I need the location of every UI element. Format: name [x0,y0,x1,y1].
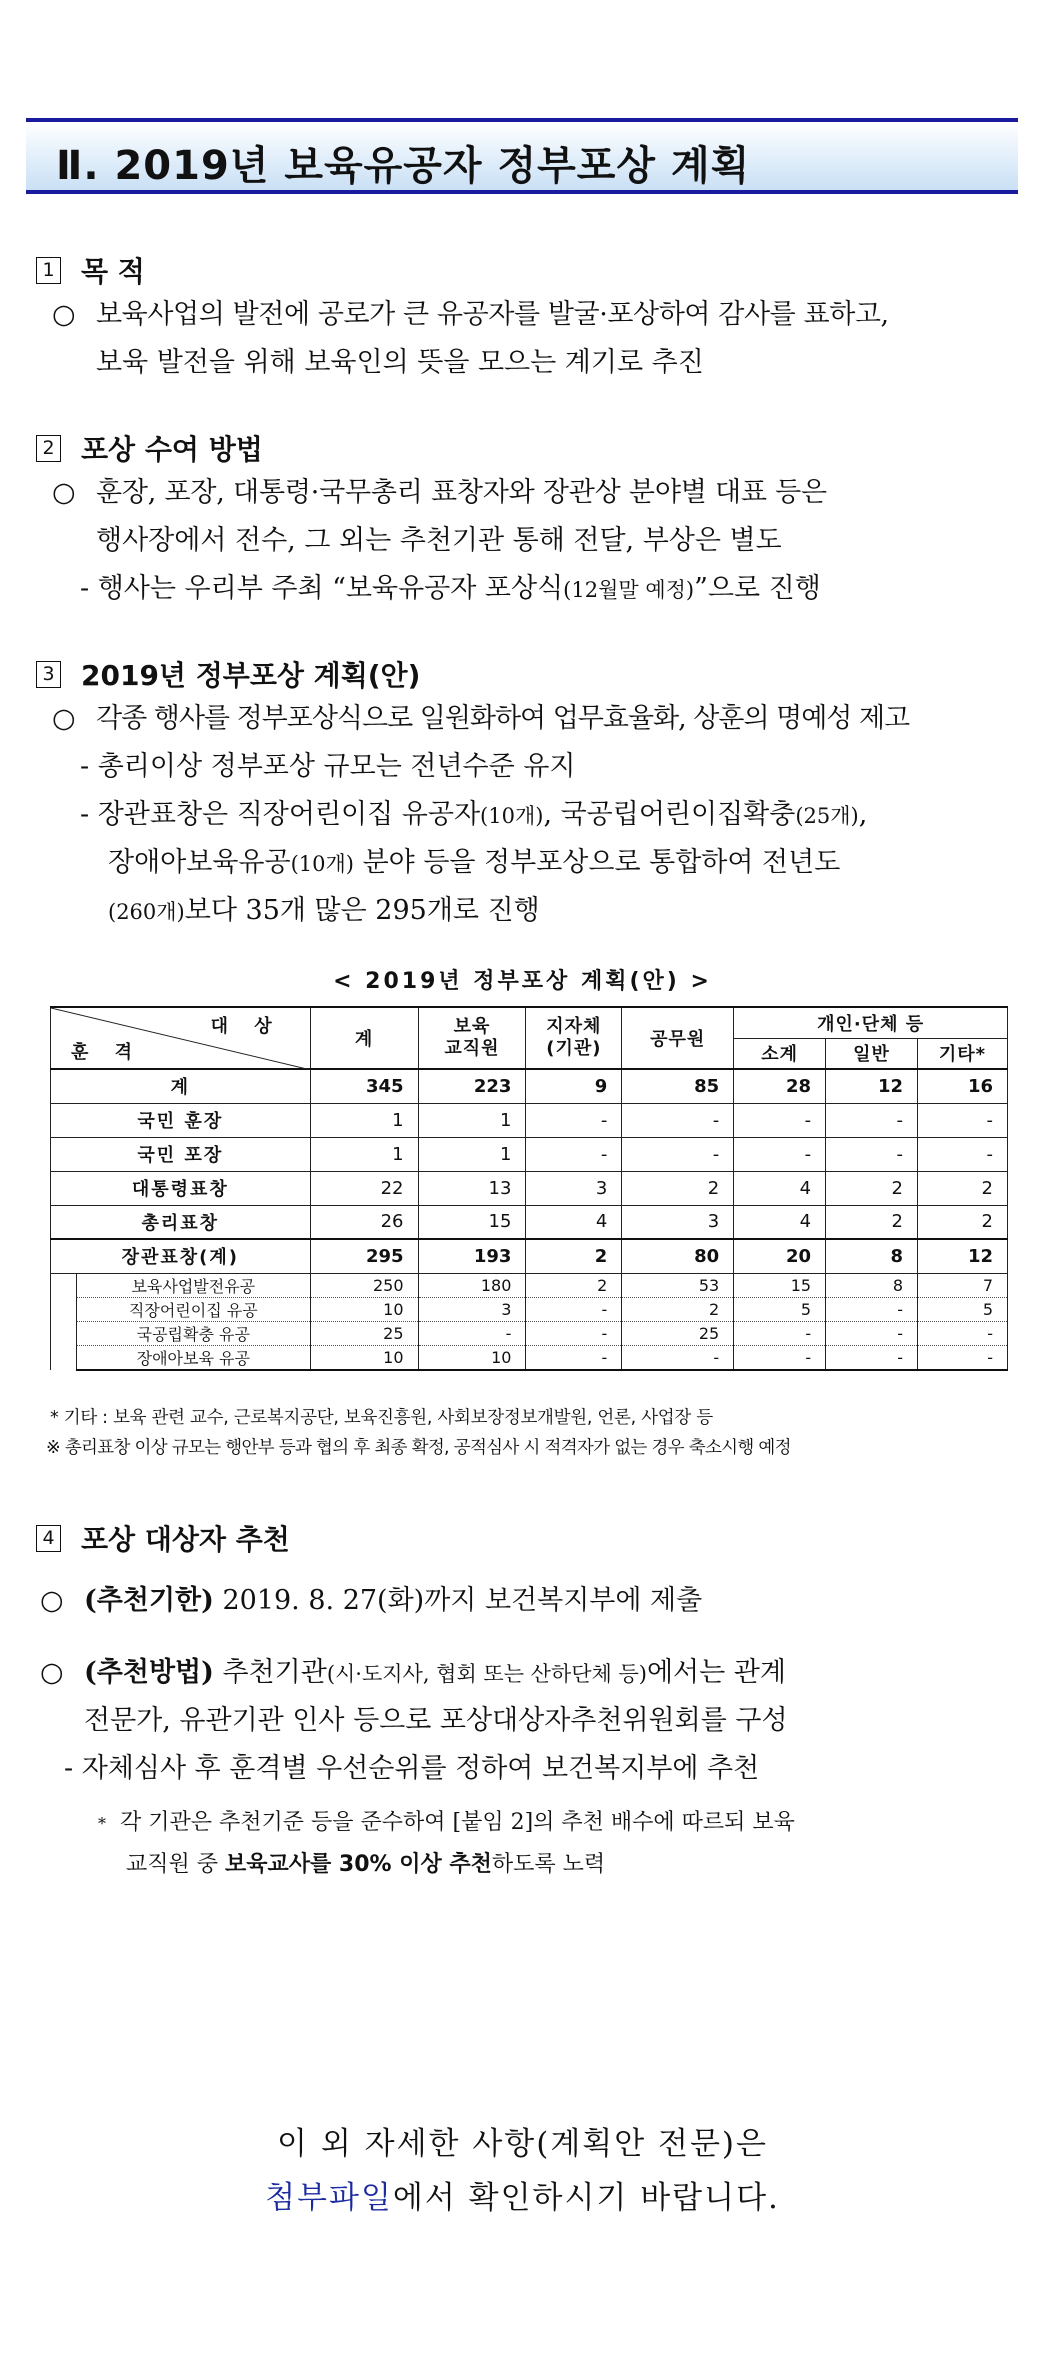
cell-value: - [526,1137,622,1171]
section3-text3-s2: (25개) [795,804,859,828]
cell-value: 15 [734,1273,826,1297]
cell-value: - [826,1345,918,1370]
corner-target-label: 대 상 [210,1016,282,1037]
cell-value: 5 [734,1297,826,1321]
section4-item2-a: 추천기관 [213,1657,327,1688]
cell-value: 1 [418,1137,526,1171]
header-general: 일반 [826,1038,918,1069]
header-subtotal: 소계 [734,1038,826,1069]
section1-line1 [52,298,889,332]
section3-text5-s1: (260개) [108,900,185,924]
circle-bullet-icon: ○ [52,703,76,734]
note-star: * [98,1814,106,1833]
circle-bullet-icon: ○ [52,477,76,508]
section2-line3 [80,572,821,607]
cell-value: 3 [418,1297,526,1321]
cell-value: 1 [310,1137,418,1171]
section4-item3 [64,1752,759,1786]
table-row [51,1069,1008,1103]
section4-item2 [40,1656,786,1691]
cell-value: 2 [622,1171,734,1205]
indent-cell [51,1297,77,1321]
cell-value: - [526,1345,622,1370]
section2-text1: 훈장, 포장, 대통령·국무총리 표창자와 장관상 분야별 대표 등은 [96,477,827,508]
cell-value: 1 [418,1103,526,1137]
cell-value: 2 [918,1171,1008,1205]
cell-value: - [826,1297,918,1321]
cell-value: 10 [310,1345,418,1370]
cell-value: 16 [918,1069,1008,1103]
cell-value: 10 [418,1345,526,1370]
section2-heading [36,428,263,468]
section4-title: 포상 대상자 추천 [81,1523,290,1556]
cell-value: 12 [826,1069,918,1103]
cell-value: 3 [526,1171,622,1205]
cell-value: 26 [310,1205,418,1239]
table-corner-header [51,1007,311,1069]
circle-bullet-icon: ○ [52,299,76,330]
cell-value: 5 [918,1297,1008,1321]
cell-value: 2 [918,1205,1008,1239]
cell-value: 193 [418,1239,526,1273]
cell-value: 22 [310,1171,418,1205]
cell-value: - [526,1297,622,1321]
cell-value: 25 [622,1321,734,1345]
cell-value: 15 [418,1205,526,1239]
section4-heading [36,1518,290,1558]
cell-value: - [826,1137,918,1171]
cell-value: 4 [734,1171,826,1205]
cell-value: - [734,1137,826,1171]
table-row [51,1171,1008,1205]
table-row [51,1239,1008,1273]
cell-value: 2 [826,1171,918,1205]
section2-text3-small: (12월말 예정) [563,578,695,602]
section4-item3-text: 자체심사 후 훈격별 우선순위를 정하여 보건복지부에 추천 [81,1753,760,1784]
section3-text4b: 분야 등을 정부포상으로 통합하여 전년도 [353,847,841,878]
subrow-label: 보육사업발전유공 [76,1273,310,1297]
attachment-link[interactable]: 첨부파일 [265,2180,393,2216]
section4-note-text2a: 교직원 중 [126,1852,225,1877]
circle-bullet-icon: ○ [40,1657,64,1688]
section4-note-line1 [98,1806,795,1841]
section3-title: 2019년 정부포상 계획(안) [81,659,421,692]
section3-text3a: 장관표창은 직장어린이집 유공자 [97,799,481,830]
section4-item1 [40,1584,702,1618]
cell-value: 25 [310,1321,418,1345]
section1-line2: 보육 발전을 위해 보육인의 뜻을 모으는 계기로 추진 [96,347,704,378]
dash-bullet: - [64,1753,74,1784]
section3-number: 3 [36,661,61,688]
indent-cell [51,1273,77,1297]
header-group: 개인·단체 등 [734,1007,1008,1038]
table-subrow [51,1297,1008,1321]
cell-value: 3 [622,1205,734,1239]
section4-item2-line2: 전문가, 유관기관 인사 등으로 포상대상자추천위원회를 구성 [84,1705,788,1736]
cell-value: 180 [418,1273,526,1297]
table-subrow [51,1273,1008,1297]
section2-title: 포상 수여 방법 [81,433,263,466]
section4-item2-small: (시·도지사, 협회 또는 산하단체 등) [326,1662,647,1686]
cell-value: 12 [918,1239,1008,1273]
closing-line2-text: 에서 확인하시기 바랍니다. [392,2180,780,2216]
subrow-label: 국공립확충 유공 [76,1321,310,1345]
section4-note-bold: 보육교사를 30% 이상 추천 [225,1852,492,1877]
section3-text4a: 장애아보육유공 [108,847,291,878]
cell-value: 4 [734,1205,826,1239]
dash-bullet: - [80,573,90,604]
cell-value: 2 [622,1297,734,1321]
cell-value: 295 [310,1239,418,1273]
cell-value: 250 [310,1273,418,1297]
cell-value: - [826,1103,918,1137]
cell-value: - [526,1103,622,1137]
page-title: Ⅱ. 2019년 보육유공자 정부포상 계획 [56,143,751,189]
cell-value: - [918,1345,1008,1370]
section2-number: 2 [36,435,61,462]
cell-value: 345 [310,1069,418,1103]
section4-note-text2b: 하도록 노력 [491,1852,606,1877]
cell-value: - [734,1345,826,1370]
section1-number: 1 [36,257,61,284]
section3-text4-s1: (10개) [290,852,354,876]
section4-item2-b: 에서는 관계 [646,1657,786,1688]
cell-value: - [826,1321,918,1345]
section3-text5b: 보다 35개 많은 295개로 진행 [184,895,540,926]
table-note-other: * 기타 : 보육 관련 교수, 근로복지공단, 보육진흥원, 사회보장정보개발원, 언론, 사업장 등 [50,1408,713,1428]
header-teachers: 보육 교직원 [418,1007,526,1069]
table-subrow [51,1345,1008,1370]
cell-value: - [734,1103,826,1137]
section2-line1 [52,476,827,510]
indent-cell [51,1321,77,1345]
cell-value: 2 [526,1273,622,1297]
row-label: 국민 포장 [51,1137,311,1171]
cell-value: 20 [734,1239,826,1273]
section3-text3-s1: (10개) [480,804,544,828]
section3-line1 [52,702,909,736]
section3-line5 [108,894,540,929]
section3-text3b: , 국공립어린이집확충 [543,799,796,830]
table-row [51,1205,1008,1239]
cell-value: - [622,1345,734,1370]
header-other: 기타* [918,1038,1008,1069]
subrow-label: 직장어린이집 유공 [76,1297,310,1321]
cell-value: - [734,1321,826,1345]
section4-item1-text: 2019. 8. 27(화)까지 보건복지부에 제출 [213,1585,703,1616]
cell-value: 2 [826,1205,918,1239]
table-title: < 2019년 정부포상 계획(안) > [333,969,712,994]
row-label: 국민 훈장 [51,1103,311,1137]
section1-title: 목 적 [81,255,145,288]
cell-value: - [526,1321,622,1345]
section3-text3c: , [858,799,868,830]
section4-item2-bold: (추천방법) [84,1657,214,1688]
table-note-scope: ※ 총리표창 이상 규모는 행안부 등과 협의 후 최종 확정, 공적심사 시 적격자가 없는 경우 축소시행 예정 [46,1438,791,1458]
award-plan-table [50,1006,1008,1371]
cell-value: 53 [622,1273,734,1297]
section4-number: 4 [36,1525,61,1552]
cell-value: - [418,1321,526,1345]
section3-text1: 각종 행사를 정부포상식으로 일원화하여 업무효율화, 상훈의 명예성 제고 [96,703,910,734]
cell-value: 1 [310,1103,418,1137]
row-label: 계 [51,1069,311,1103]
section3-line2 [80,750,575,784]
cell-value: - [622,1137,734,1171]
header-officials: 공무원 [622,1007,734,1069]
cell-value: - [918,1103,1008,1137]
cell-value: 7 [918,1273,1008,1297]
cell-value: - [918,1321,1008,1345]
section3-line3 [80,798,867,833]
closing-line1: 이 외 자세한 사항(계획안 전문)은 [277,2126,768,2162]
cell-value: 85 [622,1069,734,1103]
dash-bullet: - [80,799,90,830]
title-bar [26,118,1018,194]
table-row [51,1137,1008,1171]
table-row [51,1103,1008,1137]
section4-note-line2 [126,1848,605,1882]
cell-value: 10 [310,1297,418,1321]
section3-line4 [108,846,840,881]
section2-line2: 행사장에서 전수, 그 외는 추천기관 통해 전달, 부상은 별도 [96,525,782,556]
cell-value: - [622,1103,734,1137]
corner-rank-label: 훈 격 [71,1042,143,1063]
section3-text2: 총리이상 정부포상 규모는 전년수준 유지 [97,751,576,782]
cell-value: 2 [526,1239,622,1273]
indent-cell [51,1345,77,1370]
subrow-label: 장애아보육 유공 [76,1345,310,1370]
section1-heading [36,250,145,290]
cell-value: 28 [734,1069,826,1103]
cell-value: 4 [526,1205,622,1239]
row-label: 대통령표창 [51,1171,311,1205]
cell-value: 9 [526,1069,622,1103]
cell-value: 8 [826,1273,918,1297]
closing-line2 [0,2172,1045,2217]
section1-text1: 보육사업의 발전에 공로가 큰 유공자를 발굴·포상하여 감사를 표하고, [96,299,889,330]
cell-value: - [918,1137,1008,1171]
row-label: 총리표창 [51,1205,311,1239]
table-subrow [51,1321,1008,1345]
section2-text3a: 행사는 우리부 주최 “보육유공자 포상식 [97,573,564,604]
cell-value: 223 [418,1069,526,1103]
section3-heading [36,654,420,694]
dash-bullet: - [80,751,90,782]
cell-value: 80 [622,1239,734,1273]
cell-value: 13 [418,1171,526,1205]
cell-value: 8 [826,1239,918,1273]
circle-bullet-icon: ○ [40,1585,64,1616]
row-label: 장관표창(계) [51,1239,311,1273]
header-local: 지자체 (기관) [526,1007,622,1069]
section4-note-text1: 각 기관은 추천기준 등을 준수하여 [붙임 2]의 추천 배수에 따르되 보육 [120,1810,795,1835]
section2-text3b: ”으로 진행 [694,573,821,604]
section4-item1-bold: (추천기한) [84,1585,214,1616]
header-total: 계 [310,1007,418,1069]
